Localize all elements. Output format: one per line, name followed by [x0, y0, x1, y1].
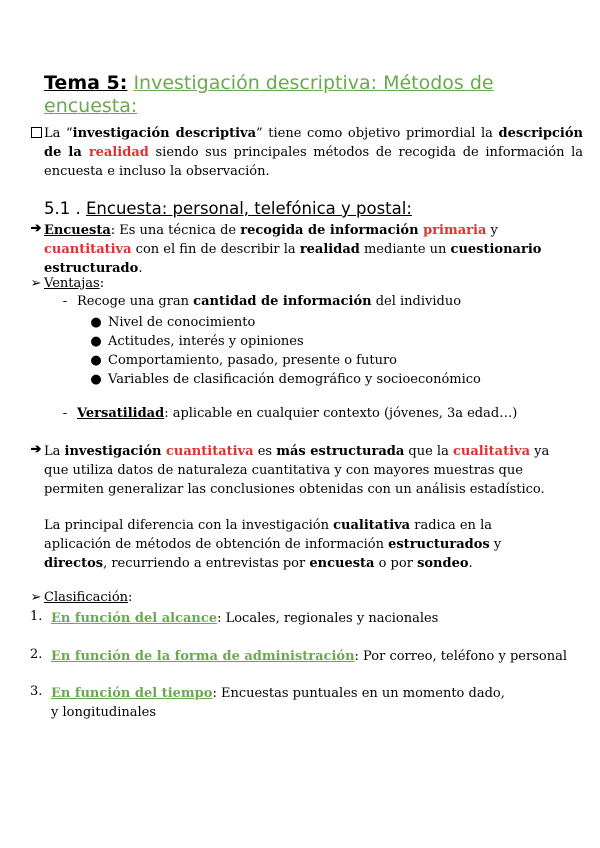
- right-arrow-icon: ➔: [30, 221, 42, 236]
- page-title: [44, 72, 564, 118]
- title-lead: Tema 5:: [44, 72, 128, 94]
- arrowhead-icon: ➢: [30, 276, 42, 291]
- ventajas-item-1: - Recoge una gran cantidad de información del individuo: [57, 294, 577, 309]
- clasificacion-item-2: 2. En función de la forma de administración: Por correo, teléfono y personal: [30, 647, 567, 664]
- section-number: 5.1 .: [44, 199, 86, 218]
- intro-block: [28, 124, 583, 181]
- right-arrow-icon: ➔: [30, 442, 42, 457]
- intro-text: La “investigación descriptiva” tiene como objetivo primordial la descripción de la realidad siendo sus principales métodos de recogida de información la encuesta e incluso la observación.: [44, 126, 584, 179]
- clasificacion-label: En función del tiempo: [51, 686, 213, 701]
- list-item: ● Variables de clasificación demográfico y socioeconómico: [88, 370, 568, 389]
- bullet-icon: ●: [90, 353, 102, 368]
- encuesta-block: [28, 221, 583, 278]
- investigacion-text: La investigación cuantitativa es más estructurada que la cualitativa ya que utiliza datos de naturaleza cuantitativa y con mayores muestras que permiten generalizar las conclusiones obtenidas con un análisis estadístico.: [44, 444, 550, 497]
- diferencia-block: [44, 516, 559, 573]
- investigacion-block: [28, 442, 563, 499]
- list-number: 3.: [30, 684, 43, 699]
- clasificacion-label: En función de la forma de administración: [51, 649, 355, 664]
- diferencia-text: La principal diferencia con la investigación cualitativa radica en la aplicación de métodos de obtención de información estructurados y directos, recurriendo a entrevistas por encuesta o por sondeo.: [44, 518, 502, 571]
- bullet-icon: ●: [90, 315, 102, 330]
- dash-icon: -: [62, 406, 68, 421]
- list-item: ● Actitudes, interés y opiniones: [88, 332, 568, 351]
- ventajas-heading: ➢ Ventajas:: [28, 276, 104, 291]
- clasificacion-item-1: 1. En función del alcance: Locales, regionales y nacionales: [30, 609, 439, 626]
- encuesta-text: Encuesta: Es una técnica de recogida de información primaria y cuantitativa con el fin de describir la realidad mediante un cuestionario estructurado.: [44, 223, 542, 276]
- checkbox-icon: [28, 127, 44, 142]
- arrowhead-icon: ➢: [30, 590, 42, 605]
- list-item: ● Nivel de conocimiento: [88, 313, 568, 332]
- list-item: ● Comportamiento, pasado, presente o futuro: [88, 351, 568, 370]
- dash-icon: -: [62, 294, 68, 309]
- ventajas-bullets: [88, 313, 568, 389]
- ventajas-item-2: - Versatilidad: aplicable en cualquier contexto (jóvenes, 3a edad…): [57, 406, 577, 421]
- clasificacion-heading: ➢ Clasificación:: [28, 590, 132, 605]
- bullet-icon: ●: [90, 334, 102, 349]
- clasificacion-label: En función del alcance: [51, 611, 218, 626]
- clasificacion-item-3: 3. En función del tiempo: Encuestas puntuales en un momento dado, y longitudinales: [30, 684, 505, 720]
- bullet-icon: ●: [90, 372, 102, 387]
- list-number: 1.: [30, 609, 43, 624]
- title-rest: Investigación descriptiva: Métodos de encuesta:: [44, 72, 494, 117]
- section-title: Encuesta: personal, telefónica y postal:: [85, 199, 412, 218]
- list-number: 2.: [30, 647, 43, 662]
- section-heading: [44, 199, 412, 218]
